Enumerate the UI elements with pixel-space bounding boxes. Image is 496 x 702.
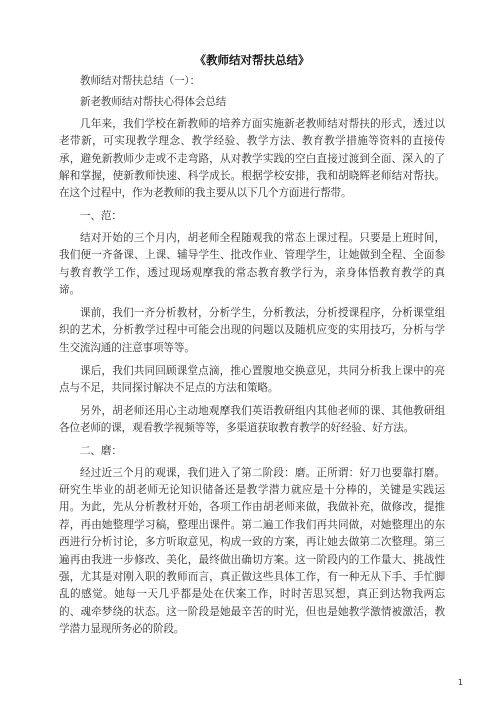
body-paragraph: 另外，胡老师还用心主动地观摩我们英语教研组内其他老师的课、其他教研组各位老师的课，观看教学视频等等，多渠道获取教育教学的好经验、好方法。 (59, 404, 445, 435)
section-heading: 教师结对帮扶总结（一）： (80, 75, 201, 87)
heading-fan: 一、范： (80, 210, 122, 223)
document-title: 《教师结对帮扶总结》 (194, 53, 310, 67)
section-subheading: 新老教师结对帮扶心得体会总结 (80, 96, 227, 109)
body-paragraph: 课前，我们一齐分析教材，分析学生，分析教法，分析授课程序，分析课堂组织的艺术，分析教学过程中可能会出现的问题以及随机应变的实用技巧，分析与学生交流沟通的注意事项等等。 (59, 306, 445, 354)
body-paragraph: 经过近三个月的观课，我们进入了第二阶段：磨。正所谓：好刀也要靠打磨。研究生毕业的胡老师无论知识储备还是教学潜力就应是十分棒的，关键是实践运用。为此，先从分析教材开始，各项工作由胡老师来做，我做补充，做修改，提推荐，再由她整理学习稿，整理出课件。第二遍工作我们再共同做，对她整理出的东西进行分析讨论，多方听取意见，构成一致的方案，再让她去做第二次整理。第三遍再由我进一步修改、美化，最终做出确切方案。这一阶段内的工作量大、挑战性强，尤其是对刚入职的教师而言，真正做这些具体工作，有一种无从下手、手忙脚乱的感觉。她每一天几乎都是处在伏案工作，时时苦思冥想，真正到达物我两忘的、魂牵梦绕的状态。这一阶段是她最辛苦的时光，但也是她教学激情被激活，教学潜力显现所务必的阶段。 (59, 466, 445, 636)
body-paragraph: 课后，我们共同回顾课堂点滴，推心置腹地交换意见，共同分析我上课中的亮点与不足，共同探讨解决不足点的方法和策略。 (59, 364, 445, 394)
intro-paragraph: 几年来，我们学校在新教师的培养方面实施新老教师结对帮扶的形式，透过以老带新，可实现教学理念、教学经验、教学方法、教育教学措施等资料的直接传承，避免新教师少走或不走弯路，从对教学实践的空白直接过渡到全面、深入的了解和掌握，使新教师快速、科学成长。根据学校安排，我和胡晓辉老师结对帮扶。在这个过程中，作为老教师的我主要从以下几个方面进行帮带。 (59, 117, 445, 200)
heading-mo: 二、磨： (80, 445, 122, 458)
body-paragraph: 结对开始的三个月内，胡老师全程随观我的常态上课过程。只要是上班时间，我们便一齐备课、上课、辅导学生、批改作业、管理学生，让她做到全程、全面参与教育教学工作，透过现场观摩我的常态教育教学行为，亲身体悟教育教学的真谛。 (59, 231, 445, 296)
document-page (59, 52, 445, 644)
page-number: 1 (457, 678, 463, 687)
